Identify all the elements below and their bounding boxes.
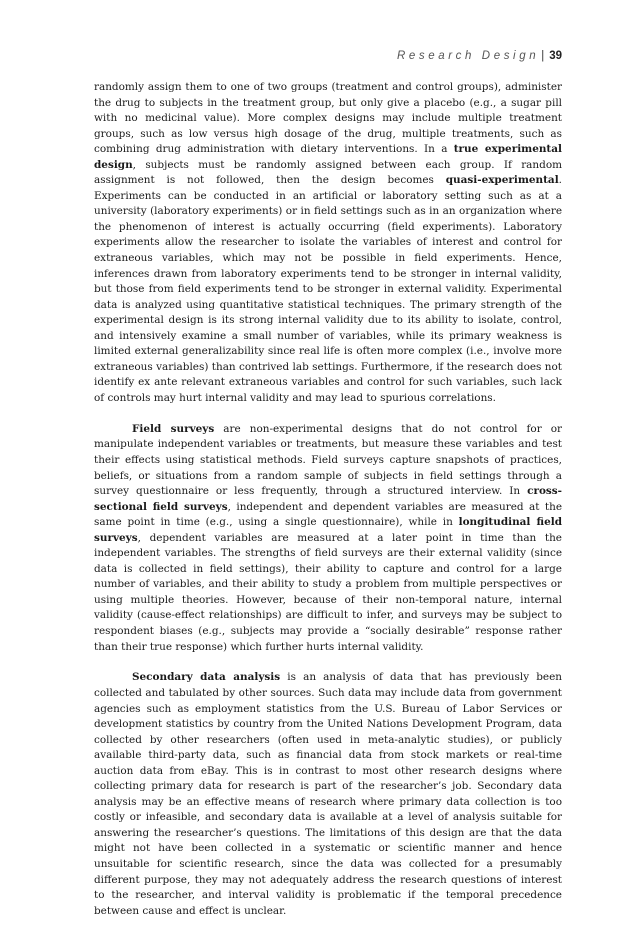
term-true-experimental-design: true experimental design (94, 143, 562, 171)
body-text (94, 80, 562, 935)
text-run: randomly assign them to one of two groups (treatment and control groups), administer the drug to subjects in the treatment group, but only give a placebo (e.g., a sugar pill with no medicinal value). More complex designs may include multiple treatment groups, such as low versus high dosage of the drug, multiple treatments, such as combining drug administration with dietary interventions. In a (94, 81, 562, 156)
text-run: . Experiments can be conducted in an artificial or laboratory setting such as at a university (laboratory experiments) or in field settings such as in an organization where the phenomenon of interest is actually occurring (field experiments). Laboratory experiments allow the researcher to isolate the variables of interest and control for extraneous variables, which may not be possible in field experiments. Hence, inferences drawn from laboratory experiments tend to be stronger in internal validity, but those from field experiments tend to be stronger in external validity. Experimental data is analyzed using quantitative statistical techniques. The primary strength of the experimental design is its strong internal validity due to its ability to isolate, control, and intensively examine a small number of variables, while its primary weakness is limited external generalizability since real life is often more complex (i.e., involve more extraneous variables) than contrived lab settings. Furthermore, if the research does not identify ex ante relevant extraneous variables and control for such variables, such lack of controls may hurt internal validity and may lead to spurious correlations. (94, 174, 562, 404)
text-run: , independent and dependent variables are measured at the same point in time (e.g., using a single questionnaire), while in (94, 500, 563, 529)
term-field-surveys: Field surveys (132, 422, 215, 435)
text-run: , subjects must be randomly assigned between each group. If random assignment is not followed, then the design becomes (94, 158, 562, 187)
term-longitudinal-field-surveys: longitudinal field surveys (94, 516, 562, 544)
paragraph-secondary-data-analysis (94, 670, 562, 919)
running-title: Research Design (396, 50, 540, 62)
text-run: are non-experimental designs that do not control for or manipulate independent variables or treatments, but measure these variables and test their effects using statistical methods. Field surveys capture snapshots of practices, beliefs, or situations from a random sample of subjects in field settings through a survey questionnaire or less frequently, through a structured interview. In (94, 422, 563, 498)
text-run: , dependent variables are measured at a later point in time than the independent variables. The strengths of field surveys are their external validity (since data is collected in field settings), their ability to capture and control for a large number of variables, and their ability to study a problem from multiple perspectives or using multiple theories. However, because of their non-temporal nature, internal validity (cause-effect relationships) are difficult to infer, and surveys may be subject to respondent biases (e.g., subjects may provide a “socially desirable” response rather than their true response) which further hurts internal validity. (94, 531, 562, 653)
paragraph-experimental-design (94, 80, 562, 406)
term-quasi-experimental: quasi-experimental (445, 174, 559, 187)
paragraph-field-surveys (94, 422, 562, 655)
term-cross-sectional-field-surveys: cross-sectional field surveys (94, 485, 562, 513)
header-separator: | (541, 50, 545, 62)
text-run: is an analysis of data that has previously been collected and tabulated by other sources. Such data may include data from government agencies such as employment statistics from the U.S. Bureau of Labor Services or development statistics by country from the United Nations Development Program, data collected by other researchers (often used in meta-analytic studies), or publicly available third-party data, such as financial data from stock markets or real-time auction data from eBay. This is in contrast to most other research designs where collecting primary data for research is part of the researcher’s job. Secondary data analysis may be an effective means of research where primary data collection is too costly or infeasible, and secondary data is available at a level of analysis suitable for answering the researcher’s questions. The limitations of this design are that the data might not have been collected in a systematic or scientific manner and hence unsuitable for scientific research, since the data was collected for a presumably different purpose, they may not adequately address the research questions of interest to the researcher, and interval validity is problematic if the temporal precedence between cause and effect is unclear. (94, 671, 562, 917)
term-secondary-data-analysis: Secondary data analysis (132, 671, 281, 684)
page-number: 39 (549, 50, 562, 62)
running-header (397, 50, 562, 62)
